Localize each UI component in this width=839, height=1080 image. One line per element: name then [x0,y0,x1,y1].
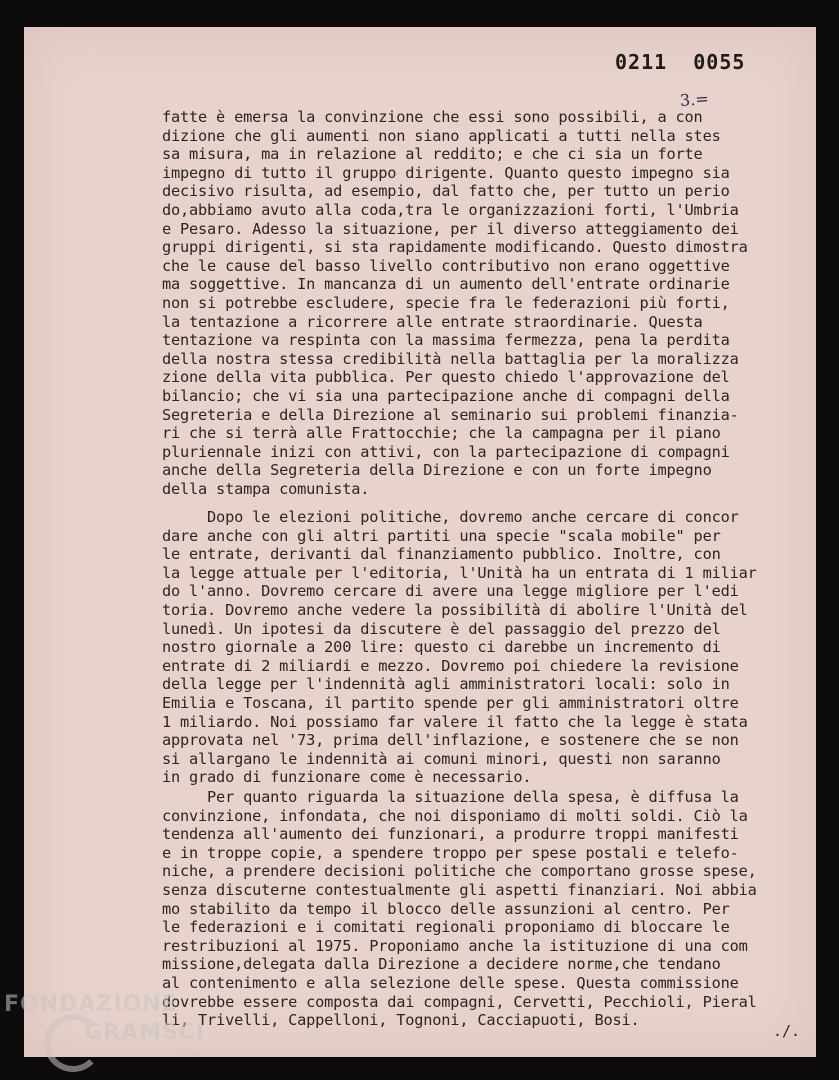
text-line: della legge per l'indennità agli amministratori locali: solo in [162,675,730,694]
text-line: nostro giornale a 200 lire: questo ci darebbe un incremento di [162,638,721,657]
text-line: restribuzioni al 1975. Proponiamo anche la istituzione di una com [162,936,748,955]
text-line: non si potrebbe escludere, specie fra le federazioni più forti, [162,293,730,312]
text-line: della nostra stessa credibilità nella battaglia per la moralizza [162,349,739,368]
text-line: Per quanto riguarda la situazione della spesa, è diffusa la [162,788,739,806]
text-line: senza discuterne contestualmente gli aspetti finanziari. Noi abbia [162,880,757,899]
fondazione-gramsci-watermark [4,990,234,1070]
text-line: della stampa comunista. [162,479,370,498]
text-line: dare anche con gli altri partiti una specie "scala mobile" per [162,526,721,545]
text-line: niche, a prendere decisioni politiche che comportano grosse spese, [162,862,757,881]
text-line: zione della vita pubblica. Per questo chiedo l'approvazione del [162,368,730,387]
handwritten-page-number: 3.= [679,89,710,110]
text-line: entrate di 2 miliardi e mezzo. Dovremo poi chiedere la revisione [162,656,739,675]
text-line: dovrebbe essere composta dai compagni, Cervetti, Pecchioli, Pieral [162,992,757,1011]
paragraph-1 [162,108,802,498]
text-line: Emilia e Toscana, il partito spende per gli amministratori oltre [162,693,739,712]
text-line: la legge attuale per l'editoria, l'Unità ha un entrata di 1 miliar [162,563,757,582]
archive-number: 0211 0055 [615,50,746,74]
text-line: si allargano le indennità ai comuni minori, questi non saranno [162,749,721,768]
text-line: Dopo le elezioni politiche, dovremo anche cercare di concor [162,508,739,526]
text-line: ma soggettive. In mancanza di un aumento dell'entrate ordinarie [162,275,730,294]
text-line: dizione che gli aumenti non siano applicati a tutti nella stes [162,126,721,145]
text-line: tendenza all'aumento dei funzionari, a produrre troppi manifesti [162,825,739,844]
text-line: in grado di funzionare come è necessario. [162,768,532,787]
text-line: impegno di tutto il gruppo dirigente. Quanto questo impegno sia [162,163,730,182]
text-line: approvata nel '73, prima dell'inflazione, e sostenere che se non [162,731,739,750]
text-line: le entrate, derivanti dal finanziamento pubblico. Inoltre, con [162,545,721,564]
text-line: decisivo risulta, ad esempio, dal fatto che, per tutto un perio [162,182,730,201]
watermark-line-1: FONDAZIONE [4,992,178,1017]
text-line: la tentazione a ricorrere alle entrate straordinarie. Questa [162,312,703,331]
text-line: anche della Segreteria della Direzione e con un forte impegno [162,461,712,480]
text-line: sa misura, ma in relazione al reddito; e che ci sia un forte [162,145,703,164]
text-line: bilancio; che vi sia una partecipazione anche di compagni della [162,386,730,405]
text-line: che le cause del basso livello contributivo non erano oggettive [162,256,730,275]
text-line: e in troppe copie, a spendere troppo per spese postali e telefo- [162,843,739,862]
text-line: fatte è emersa la convinzione che essi sono possibili, a con [162,108,703,126]
text-line: le federazioni e i comitati regionali proponiamo di bloccare le [162,918,730,937]
continuation-mark: ./. [773,1022,801,1040]
paragraph-3 [162,788,802,1030]
text-line: do l'anno. Dovremo cercare di avere una legge migliore per l'edi [162,582,739,601]
text-line: mo stabilito da tempo il blocco delle assunzioni al centro. Per [162,899,730,918]
text-line: do,abbiamo avuto alla coda,tra le organizzazioni forti, l'Umbria [162,200,739,219]
text-line: missione,delegata dalla Direzione a decidere norme,che tendano [162,955,721,974]
watermark-line-2: GRAMSCI [84,1020,206,1045]
text-line: pluriennale inizi con attivi, con la partecipazione di compagni [162,442,730,461]
text-line: li, Trivelli, Cappelloni, Tognoni, Cacciapuoti, Bosi. [162,1011,640,1030]
text-line: gruppi dirigenti, si sta rapidamente modificando. Questo dimostra [162,238,748,257]
text-line: ri che si terrà alle Frattocchie; che la campagna per il piano [162,424,721,443]
text-line: toria. Dovremo anche vedere la possibilità di abolire l'Unità del [162,600,748,619]
paragraph-2 [162,508,802,787]
text-line: al contenimento e alla selezione delle spese. Questa commissione [162,973,739,992]
watermark-line-3: onlus [172,1046,202,1059]
text-line: convinzione, infondata, che noi disponiamo di molti soldi. Ciò la [162,806,748,825]
text-line: Segreteria e della Direzione al seminario sui problemi finanzia- [162,405,739,424]
text-line: 1 miliardo. Noi possiamo far valere il fatto che la legge è stata [162,712,748,731]
text-line: e Pesaro. Adesso la situazione, per il diverso atteggiamento dei [162,219,739,238]
text-line: lunedì. Un ipotesi da discutere è del passaggio del prezzo del [162,619,721,638]
text-line: tentazione va respinta con la massima fermezza, pena la perdita [162,331,730,350]
